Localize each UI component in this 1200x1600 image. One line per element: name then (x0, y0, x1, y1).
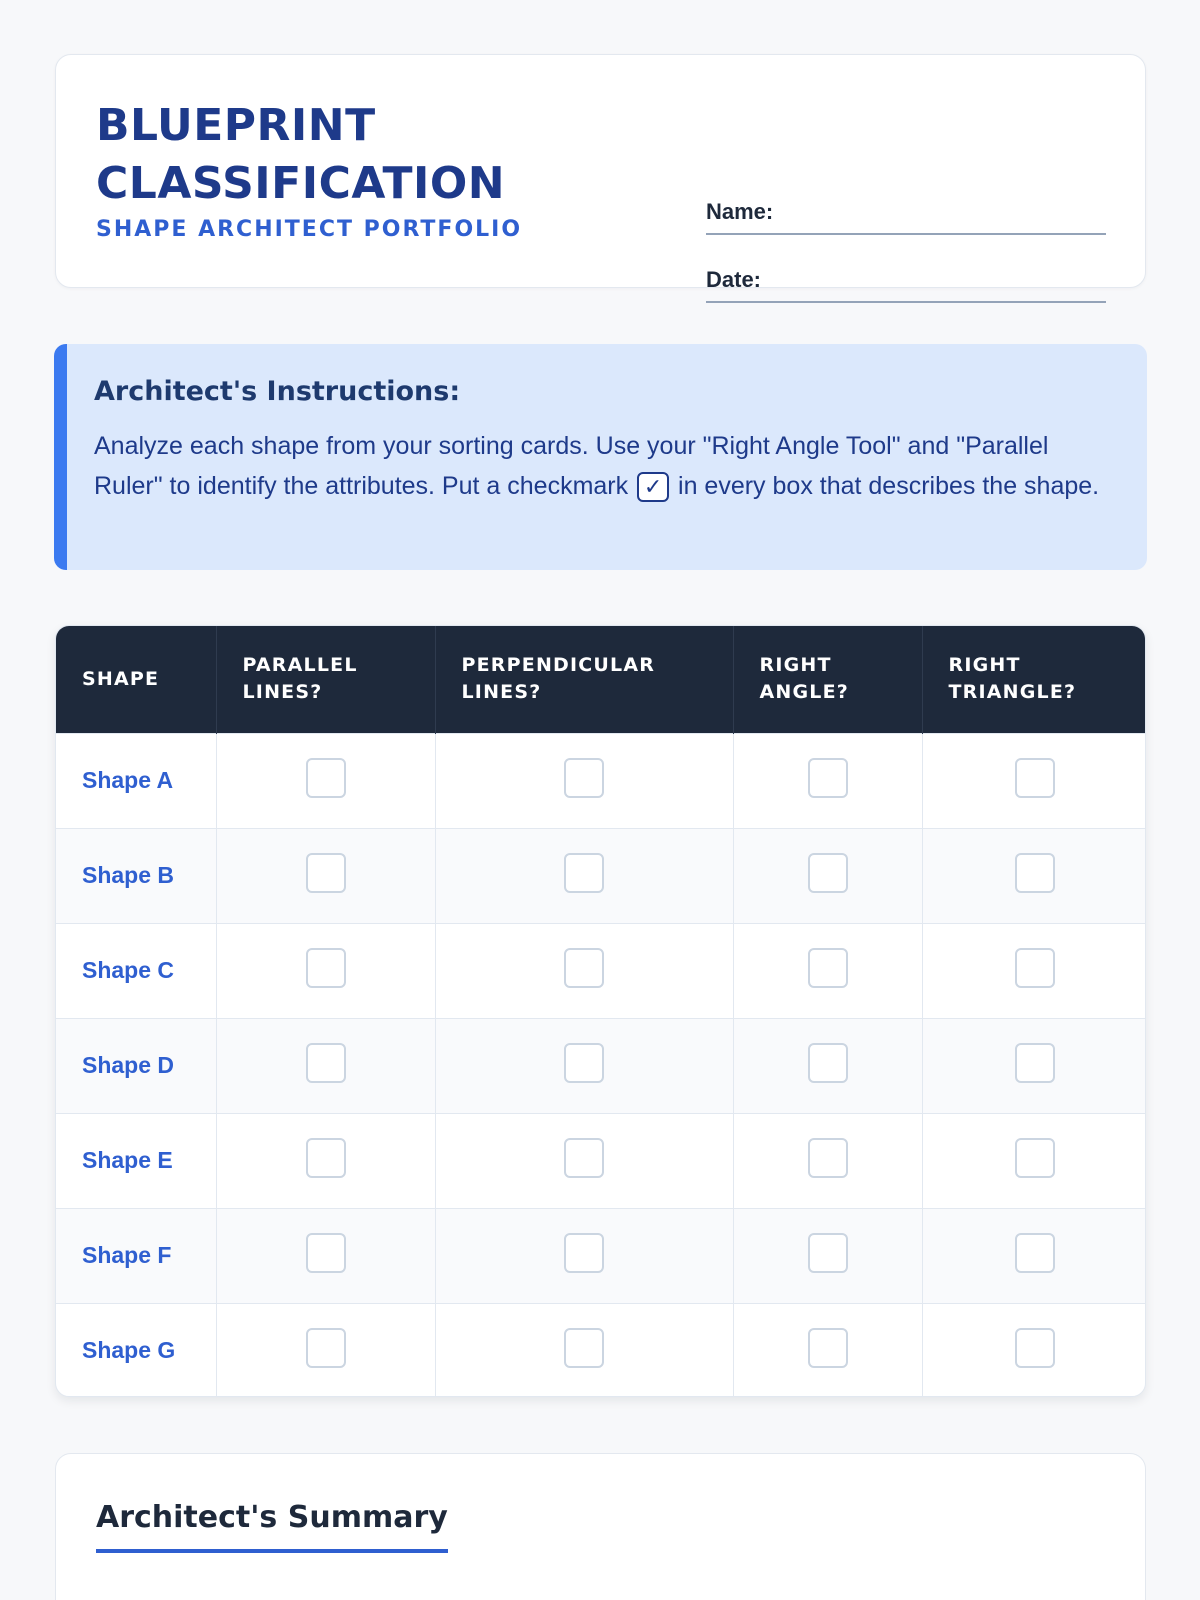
parallel-lines-checkbox[interactable] (306, 853, 346, 893)
perpendicular-lines-checkbox[interactable] (564, 758, 604, 798)
table-row (56, 733, 1146, 828)
right-angle-cell (733, 923, 922, 1018)
right-triangle-checkbox[interactable] (1015, 1138, 1055, 1178)
right-triangle-checkbox[interactable] (1015, 758, 1055, 798)
parallel-lines-cell (216, 1208, 435, 1303)
shape-name-cell: Shape C (56, 923, 216, 1018)
right-triangle-cell (922, 923, 1146, 1018)
perpendicular-lines-cell (435, 1113, 733, 1208)
perpendicular-lines-checkbox[interactable] (564, 853, 604, 893)
classification-table (55, 625, 1146, 1397)
parallel-lines-checkbox[interactable] (306, 1328, 346, 1368)
parallel-lines-cell (216, 1018, 435, 1113)
right-angle-checkbox[interactable] (808, 853, 848, 893)
instructions-accent-bar (54, 344, 67, 570)
parallel-lines-checkbox[interactable] (306, 1233, 346, 1273)
name-label: Name: (706, 199, 774, 224)
perpendicular-lines-cell (435, 828, 733, 923)
perpendicular-lines-checkbox[interactable] (564, 948, 604, 988)
shape-name-cell: Shape E (56, 1113, 216, 1208)
parallel-lines-cell (216, 1113, 435, 1208)
instructions-panel (54, 344, 1147, 570)
right-triangle-cell (922, 1018, 1146, 1113)
right-triangle-checkbox[interactable] (1015, 1233, 1055, 1273)
right-angle-checkbox[interactable] (808, 758, 848, 798)
column-header-shape: SHAPE (56, 626, 216, 733)
date-label: Date: (706, 267, 762, 292)
right-triangle-checkbox[interactable] (1015, 1043, 1055, 1083)
table-header-row (56, 626, 1146, 733)
perpendicular-lines-checkbox[interactable] (564, 1233, 604, 1273)
perpendicular-lines-cell (435, 1208, 733, 1303)
right-triangle-checkbox[interactable] (1015, 1328, 1055, 1368)
column-header-right-triangle: RIGHT TRIANGLE? (922, 626, 1146, 733)
parallel-lines-checkbox[interactable] (306, 758, 346, 798)
summary-heading: Architect's Summary (96, 1500, 448, 1553)
page-subtitle: SHAPE ARCHITECT PORTFOLIO (96, 217, 523, 242)
shape-name-cell: Shape F (56, 1208, 216, 1303)
right-angle-checkbox[interactable] (808, 948, 848, 988)
shape-name-cell: Shape G (56, 1303, 216, 1397)
right-triangle-cell (922, 733, 1146, 828)
checkmark-icon: ✓ (637, 472, 669, 502)
right-angle-cell (733, 1018, 922, 1113)
parallel-lines-cell (216, 923, 435, 1018)
perpendicular-lines-checkbox[interactable] (564, 1043, 604, 1083)
right-triangle-cell (922, 1208, 1146, 1303)
right-angle-cell (733, 1208, 922, 1303)
parallel-lines-checkbox[interactable] (306, 1138, 346, 1178)
parallel-lines-cell (216, 828, 435, 923)
right-angle-cell (733, 828, 922, 923)
instructions-text-after: in every box that describes the shape. (671, 472, 1100, 500)
right-angle-cell (733, 1113, 922, 1208)
column-header-right-angle: RIGHT ANGLE? (733, 626, 922, 733)
right-triangle-cell (922, 1303, 1146, 1397)
perpendicular-lines-cell (435, 923, 733, 1018)
table-row (56, 828, 1146, 923)
page-title: BLUEPRINT CLASSIFICATION (96, 100, 506, 209)
right-triangle-checkbox[interactable] (1015, 948, 1055, 988)
parallel-lines-cell (216, 733, 435, 828)
right-angle-checkbox[interactable] (808, 1043, 848, 1083)
right-triangle-cell (922, 1113, 1146, 1208)
parallel-lines-checkbox[interactable] (306, 1043, 346, 1083)
table-row (56, 1018, 1146, 1113)
right-triangle-checkbox[interactable] (1015, 853, 1055, 893)
right-triangle-cell (922, 828, 1146, 923)
column-header-perpendicular-lines: PERPENDICULAR LINES? (435, 626, 733, 733)
right-angle-cell (733, 733, 922, 828)
table-row (56, 923, 1146, 1018)
shape-name-cell: Shape A (56, 733, 216, 828)
table-row (56, 1208, 1146, 1303)
right-angle-checkbox[interactable] (808, 1138, 848, 1178)
table-row (56, 1303, 1146, 1397)
summary-card (55, 1453, 1146, 1600)
perpendicular-lines-checkbox[interactable] (564, 1328, 604, 1368)
header-card (55, 54, 1146, 292)
parallel-lines-cell (216, 1303, 435, 1397)
name-field[interactable] (706, 199, 1106, 235)
right-angle-checkbox[interactable] (808, 1328, 848, 1368)
instructions-text-before: Analyze each shape from your sorting cards. Use your "Right Angle Tool" and "Parallel Ruler" to identify the attributes. Put a checkmark (94, 432, 1049, 500)
perpendicular-lines-cell (435, 733, 733, 828)
instructions-text (94, 426, 1104, 506)
column-header-parallel-lines: PARALLEL LINES? (216, 626, 435, 733)
parallel-lines-checkbox[interactable] (306, 948, 346, 988)
perpendicular-lines-cell (435, 1303, 733, 1397)
date-field[interactable] (706, 267, 1106, 303)
shape-name-cell: Shape B (56, 828, 216, 923)
shape-name-cell: Shape D (56, 1018, 216, 1113)
instructions-heading: Architect's Instructions: (94, 376, 461, 407)
perpendicular-lines-checkbox[interactable] (564, 1138, 604, 1178)
right-angle-checkbox[interactable] (808, 1233, 848, 1273)
table-row (56, 1113, 1146, 1208)
right-angle-cell (733, 1303, 922, 1397)
perpendicular-lines-cell (435, 1018, 733, 1113)
